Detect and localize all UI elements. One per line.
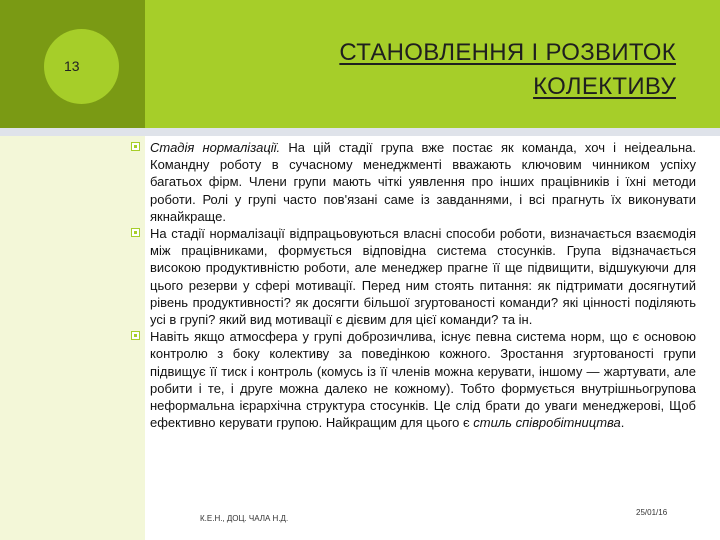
slide-title-line1: СТАНОВЛЕННЯ І РОЗВИТОК [339,39,676,66]
slide-title-line2: КОЛЕКТИВУ [533,73,676,100]
slide-number-badge [44,29,119,104]
footer-date: 25/01/16 [636,508,668,517]
bullet-icon [131,142,140,151]
bullet-icon [131,228,140,237]
left-sidebar-panel [0,136,145,540]
term-normalization: Стадія нормалізації. [150,140,281,155]
footer-author: К.Е.Н., ДОЦ. ЧАЛА Н.Д. [200,514,289,523]
bullet-paragraph-2 [130,225,696,328]
paragraph-1-text: На цій стадії група вже постає як команда, хоч і неідеальна. Командну роботу в сучасному менеджменті вважають ключовим чинником успіху багатьох фірм. Члени групи мають чіткі уявлення про інших працівників і їхні методи роботи. Ролі у групі часто пов'язані саме із завданнями, і всі прагнуть їх виконувати якнайкраще. [150,140,696,224]
paragraph-3-text: Навіть якщо атмосфера у групі доброзичлива, існує певна система норм, що є основою контролю з боку колективу за поведінкою кожного. Зростання згуртованості групи підвищує її тиск і контроль (комусь із її членів можна керувати, іншому — жартувати, але робити і те, і друге можна далеко не кожному). Тобто формується внутрішньогрупова неформальна ієрархічна структура стосунків. Це слід брати до уваги менеджерові, Щоб ефективно керувати групою. Найкращим для цього є [150,329,696,431]
slide-body [130,139,696,431]
term-cooperation-style: стиль співробітництва [473,415,621,431]
paragraph-3-end: . [620,415,625,431]
slide-title [339,36,676,104]
header-divider [0,128,720,136]
bullet-paragraph-3 [130,328,696,431]
paragraph-2-text: На стадії нормалізації відпрацьовуються власні способи роботи, визначається взаємодія між працівниками, формується відповідна система стосунків. Група відзначається високою продуктивністю роботи, але менеджер прагне її ще підвищити, відшукуючи для цього резерви у сфері мотивації. Перед ним стоять питання: як підтримати досягнутий рівень продуктивності? як досягти більшої згуртованості команди? які цінності поділяють усі в групі? який вид мотивації є дієвим для цієї команди? та ін. [150,226,696,328]
bullet-paragraph-1 [130,139,696,225]
slide-number: 13 [64,58,80,74]
bullet-icon [131,331,140,340]
